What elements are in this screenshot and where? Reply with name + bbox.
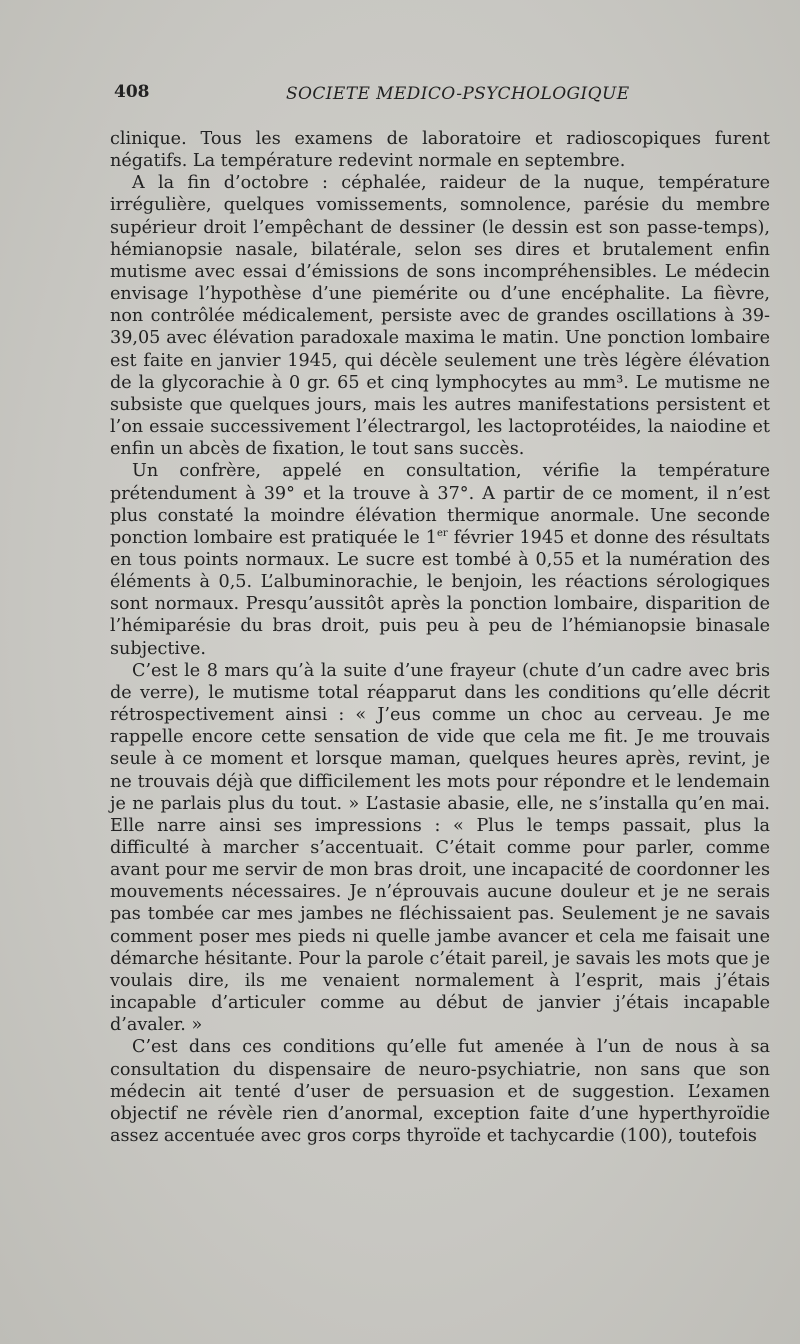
paragraph-text-part: février 1945 et donne des résultats en tous points normaux. Le sucre est tombé à 0,55 et la numération des éléments à 0,5. L’albuminorachie, le benjoin, les réactions sérologiques sont normaux. Presqu’aussitôt après la ponction lombaire, disparition de l’hémiparésie du bras droit, puis peu à peu de l’hémianopsie binasale subjective. — [110, 527, 770, 659]
paragraph-text-part: Un confrère, appelé en consultation, vérifie la température prétendument à 39° et la trouve à 37°. A partir de ce moment, il n’est plus constaté la moindre élévation thermique anormale. Une seconde ponction lombaire est pratiquée le 1 — [110, 461, 770, 548]
paragraph-symptoms: A la fin d’octobre : céphalée, raideur de la nuque, température irrégulière, quelques vomissements, somnolence, parésie du membre supérieur droit l’empêchant de dessiner (le dessin est son passe-temps), hémianopsie nasale, bilatérale, selon ses dires et brutalement enfin mutisme avec essai d’émissions de sons incompréhensibles. Le médecin envisage l’hypothèse d’une piemérite ou d’une encéphalite. La fièvre, non contrôlée médicalement, persiste avec de grandes oscillations à 39-39,05 avec élévation paradoxale maxima le matin. Une ponction lombaire est faite en janvier 1945, qui décèle seulement une très légère élévation de la glycorachie à 0 gr. 65 et cinq lymphocytes au mm³. Le mutisme ne subsiste que quelques jours, mais les autres manifestations persistent et l’on essaie successivement l’électrargol, les lactoprotéides, la naiodine et enfin un abcès de fixation, le tout sans succès. — [110, 173, 770, 460]
running-title: SOCIETE MEDICO-PSYCHOLOGIQUE — [286, 84, 630, 104]
body-text — [110, 128, 770, 1147]
paragraph-second-puncture — [110, 460, 770, 659]
page-header — [110, 78, 670, 112]
paragraph-consultation: C’est dans ces conditions qu’elle fut amenée à l’un de nous à sa consultation du dispensaire de neuro-psychiatrie, non sans que son médecin ait tenté d’user de persuasion et de suggestion. L’examen objectif ne révèle rien d’anormal, exception faite d’une hyperthyroïdie assez accentuée avec gros corps thyroïde et tachycardie (100), toutefois — [110, 1037, 770, 1147]
paragraph-mutism: C’est le 8 mars qu’à la suite d’une frayeur (chute d’un cadre avec bris de verre), le mutisme total réapparut dans les conditions qu’elle décrit rétrospectivement ainsi : « J’eus comme un choc au cerveau. Je me rappelle encore cette sensation de vide que cela me fit. Je me trouvais seule à ce moment et lorsque maman, quelques heures après, revint, je ne trouvais déjà que difficilement les mots pour répondre et le lendemain je ne parlais plus du tout. » L’astasie abasie, elle, ne s’installa qu’en mai. Elle narre ainsi ses impressions : « Plus le temps passait, plus la difficulté à marcher s’accentuait. C’était comme pour parler, comme avant pour me servir de mon bras droit, une incapacité de coordonner les mouvements nécessaires. Je n’éprouvais aucune douleur et je ne serais pas tombée car mes jambes ne fléchissaient pas. Seulement je ne savais comment poser mes pieds ni quelle jambe avancer et cela me faisait une démarche hésitante. Pour la parole c’était pareil, je savais les mots que je voulais dire, ils me venaient normalement à l’esprit, mais j’étais incapable d’articuler comme au début de janvier j’étais incapable d’avaler. » — [110, 660, 771, 1036]
paragraph-continuation: clinique. Tous les examens de laboratoire et radioscopiques furent négatifs. La température redevint normale en septembre. — [110, 129, 770, 172]
page-number: 408 — [114, 82, 150, 102]
ordinal-superscript: er — [436, 527, 448, 539]
